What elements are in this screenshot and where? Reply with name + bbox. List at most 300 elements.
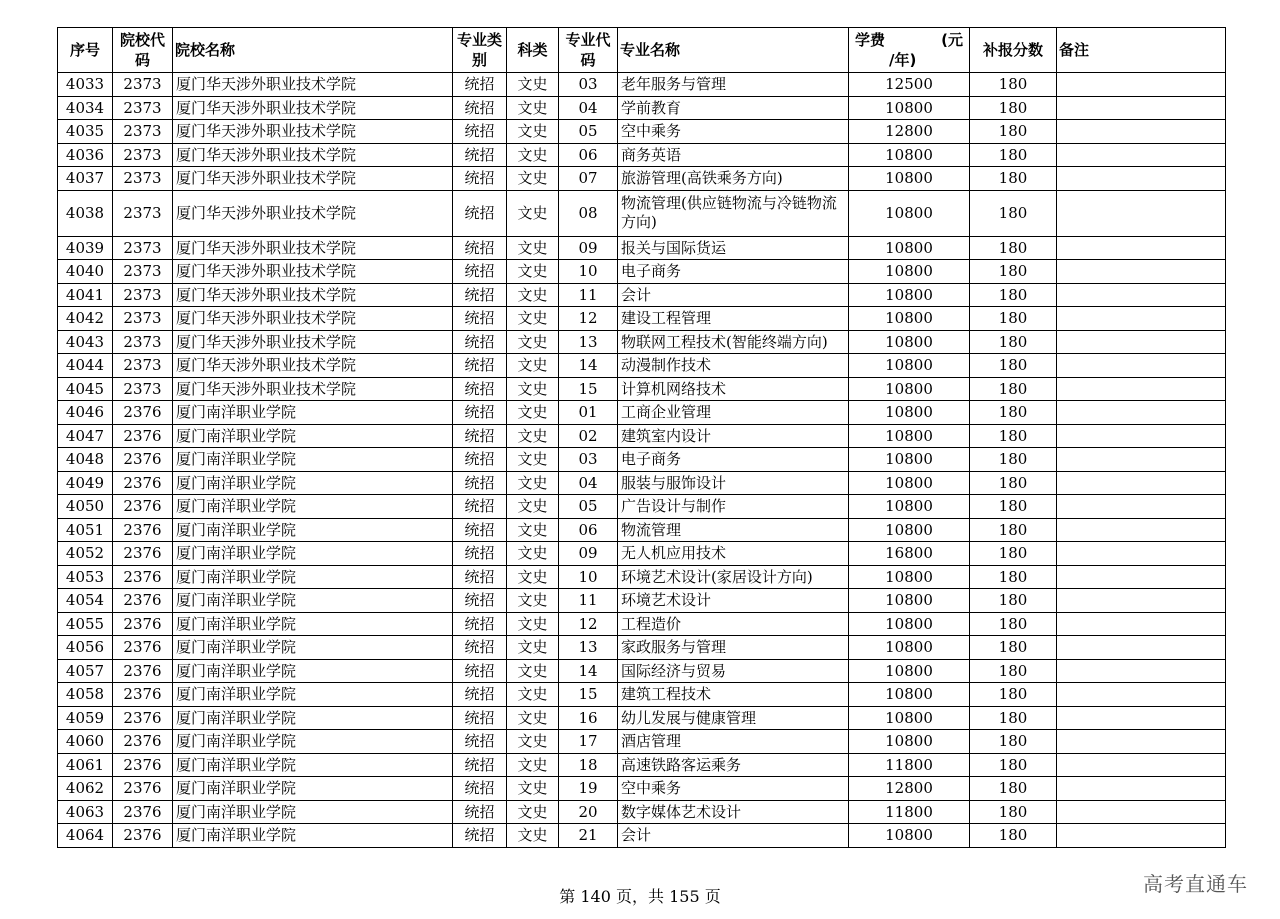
cell-school-code: 2376 xyxy=(113,659,173,683)
cell-major-name: 旅游管理(高铁乘务方向) xyxy=(618,167,849,191)
cell-subject: 文史 xyxy=(507,495,559,519)
cell-seq: 4042 xyxy=(58,307,113,331)
cell-major-name: 建筑工程技术 xyxy=(618,683,849,707)
cell-subject: 文史 xyxy=(507,706,559,730)
cell-note xyxy=(1057,777,1226,801)
cell-subject: 文史 xyxy=(507,424,559,448)
table-row xyxy=(58,120,1226,144)
cell-fee: 10800 xyxy=(849,236,970,260)
table-row xyxy=(58,730,1226,754)
cell-category: 统招 xyxy=(453,495,507,519)
table-row xyxy=(58,236,1226,260)
cell-category: 统招 xyxy=(453,565,507,589)
cell-school-name: 厦门华天涉外职业技术学院 xyxy=(173,96,453,120)
cell-note xyxy=(1057,565,1226,589)
cell-category: 统招 xyxy=(453,800,507,824)
table-row xyxy=(58,167,1226,191)
cell-school-name: 厦门南洋职业学院 xyxy=(173,800,453,824)
cell-fee: 12800 xyxy=(849,777,970,801)
cell-school-code: 2376 xyxy=(113,777,173,801)
cell-subject: 文史 xyxy=(507,777,559,801)
cell-school-code: 2373 xyxy=(113,307,173,331)
table-row xyxy=(58,753,1226,777)
cell-fee: 10800 xyxy=(849,659,970,683)
cell-score: 180 xyxy=(970,800,1057,824)
cell-major-name: 会计 xyxy=(618,283,849,307)
cell-seq: 4064 xyxy=(58,824,113,848)
cell-category: 统招 xyxy=(453,424,507,448)
cell-note xyxy=(1057,518,1226,542)
table-row xyxy=(58,659,1226,683)
cell-seq: 4038 xyxy=(58,190,113,236)
cell-school-name: 厦门南洋职业学院 xyxy=(173,448,453,472)
cell-major-name: 幼儿发展与健康管理 xyxy=(618,706,849,730)
cell-score: 180 xyxy=(970,260,1057,284)
cell-note xyxy=(1057,612,1226,636)
cell-score: 180 xyxy=(970,401,1057,425)
cell-category: 统招 xyxy=(453,283,507,307)
cell-score: 180 xyxy=(970,542,1057,566)
cell-school-name: 厦门华天涉外职业技术学院 xyxy=(173,377,453,401)
cell-school-code: 2376 xyxy=(113,730,173,754)
cell-category: 统招 xyxy=(453,190,507,236)
cell-school-name: 厦门南洋职业学院 xyxy=(173,424,453,448)
cell-category: 统招 xyxy=(453,236,507,260)
table-row xyxy=(58,260,1226,284)
cell-category: 统招 xyxy=(453,542,507,566)
table-row xyxy=(58,307,1226,331)
cell-subject: 文史 xyxy=(507,377,559,401)
cell-note xyxy=(1057,307,1226,331)
cell-seq: 4063 xyxy=(58,800,113,824)
cell-fee: 10800 xyxy=(849,283,970,307)
header-school-name: 院校名称 xyxy=(173,28,453,73)
cell-major-name: 家政服务与管理 xyxy=(618,636,849,660)
cell-fee: 10800 xyxy=(849,589,970,613)
cell-school-code: 2376 xyxy=(113,518,173,542)
cell-fee: 10800 xyxy=(849,448,970,472)
cell-school-code: 2373 xyxy=(113,190,173,236)
cell-fee: 10800 xyxy=(849,190,970,236)
table-row xyxy=(58,471,1226,495)
cell-school-code: 2376 xyxy=(113,800,173,824)
cell-major-code: 21 xyxy=(559,824,618,848)
cell-note xyxy=(1057,424,1226,448)
cell-major-name: 商务英语 xyxy=(618,143,849,167)
cell-major-name: 学前教育 xyxy=(618,96,849,120)
cell-seq: 4033 xyxy=(58,73,113,97)
table-row xyxy=(58,330,1226,354)
cell-major-name: 高速铁路客运乘务 xyxy=(618,753,849,777)
cell-note xyxy=(1057,190,1226,236)
cell-school-name: 厦门华天涉外职业技术学院 xyxy=(173,120,453,144)
cell-score: 180 xyxy=(970,330,1057,354)
cell-note xyxy=(1057,401,1226,425)
cell-major-code: 09 xyxy=(559,236,618,260)
cell-school-name: 厦门南洋职业学院 xyxy=(173,401,453,425)
cell-fee: 10800 xyxy=(849,260,970,284)
cell-major-code: 06 xyxy=(559,518,618,542)
header-subject: 科类 xyxy=(507,28,559,73)
cell-note xyxy=(1057,495,1226,519)
cell-note xyxy=(1057,542,1226,566)
cell-major-name: 国际经济与贸易 xyxy=(618,659,849,683)
cell-seq: 4049 xyxy=(58,471,113,495)
cell-seq: 4052 xyxy=(58,542,113,566)
cell-score: 180 xyxy=(970,236,1057,260)
cell-score: 180 xyxy=(970,377,1057,401)
cell-subject: 文史 xyxy=(507,401,559,425)
cell-school-code: 2373 xyxy=(113,260,173,284)
cell-major-code: 12 xyxy=(559,612,618,636)
cell-major-name: 建筑室内设计 xyxy=(618,424,849,448)
cell-note xyxy=(1057,354,1226,378)
cell-school-code: 2373 xyxy=(113,377,173,401)
cell-seq: 4044 xyxy=(58,354,113,378)
cell-score: 180 xyxy=(970,565,1057,589)
cell-score: 180 xyxy=(970,448,1057,472)
cell-note xyxy=(1057,120,1226,144)
cell-score: 180 xyxy=(970,636,1057,660)
cell-major-name: 酒店管理 xyxy=(618,730,849,754)
cell-seq: 4046 xyxy=(58,401,113,425)
cell-note xyxy=(1057,471,1226,495)
page-number: 第 140 页，共 155 页 xyxy=(559,887,721,906)
cell-subject: 文史 xyxy=(507,96,559,120)
table-row xyxy=(58,824,1226,848)
cell-category: 统招 xyxy=(453,753,507,777)
cell-subject: 文史 xyxy=(507,167,559,191)
cell-school-code: 2373 xyxy=(113,283,173,307)
cell-fee: 11800 xyxy=(849,800,970,824)
cell-school-name: 厦门华天涉外职业技术学院 xyxy=(173,236,453,260)
cell-score: 180 xyxy=(970,143,1057,167)
cell-major-code: 19 xyxy=(559,777,618,801)
table-row xyxy=(58,565,1226,589)
cell-major-name: 工商企业管理 xyxy=(618,401,849,425)
cell-school-name: 厦门南洋职业学院 xyxy=(173,777,453,801)
header-seq: 序号 xyxy=(58,28,113,73)
cell-seq: 4055 xyxy=(58,612,113,636)
cell-subject: 文史 xyxy=(507,260,559,284)
cell-score: 180 xyxy=(970,589,1057,613)
cell-category: 统招 xyxy=(453,354,507,378)
cell-category: 统招 xyxy=(453,612,507,636)
cell-seq: 4048 xyxy=(58,448,113,472)
cell-fee: 10800 xyxy=(849,471,970,495)
cell-subject: 文史 xyxy=(507,542,559,566)
table-row xyxy=(58,542,1226,566)
cell-school-code: 2376 xyxy=(113,542,173,566)
cell-seq: 4059 xyxy=(58,706,113,730)
cell-subject: 文史 xyxy=(507,753,559,777)
cell-score: 180 xyxy=(970,753,1057,777)
cell-category: 统招 xyxy=(453,589,507,613)
cell-seq: 4040 xyxy=(58,260,113,284)
cell-school-code: 2376 xyxy=(113,424,173,448)
cell-seq: 4035 xyxy=(58,120,113,144)
cell-major-code: 15 xyxy=(559,377,618,401)
cell-fee: 10800 xyxy=(849,683,970,707)
cell-major-name: 环境艺术设计 xyxy=(618,589,849,613)
cell-note xyxy=(1057,283,1226,307)
cell-category: 统招 xyxy=(453,683,507,707)
cell-note xyxy=(1057,73,1226,97)
cell-major-name: 老年服务与管理 xyxy=(618,73,849,97)
cell-subject: 文史 xyxy=(507,659,559,683)
cell-seq: 4050 xyxy=(58,495,113,519)
cell-major-name: 空中乘务 xyxy=(618,777,849,801)
header-row xyxy=(58,28,1226,73)
table-row xyxy=(58,424,1226,448)
cell-note xyxy=(1057,143,1226,167)
cell-subject: 文史 xyxy=(507,612,559,636)
cell-note xyxy=(1057,824,1226,848)
cell-subject: 文史 xyxy=(507,354,559,378)
cell-fee: 10800 xyxy=(849,824,970,848)
cell-category: 统招 xyxy=(453,143,507,167)
cell-school-code: 2376 xyxy=(113,636,173,660)
cell-school-code: 2376 xyxy=(113,706,173,730)
cell-major-code: 03 xyxy=(559,448,618,472)
cell-major-code: 20 xyxy=(559,800,618,824)
cell-category: 统招 xyxy=(453,777,507,801)
cell-school-code: 2373 xyxy=(113,96,173,120)
cell-major-code: 05 xyxy=(559,120,618,144)
cell-note xyxy=(1057,589,1226,613)
cell-score: 180 xyxy=(970,683,1057,707)
cell-school-name: 厦门华天涉外职业技术学院 xyxy=(173,143,453,167)
cell-category: 统招 xyxy=(453,401,507,425)
cell-subject: 文史 xyxy=(507,307,559,331)
cell-score: 180 xyxy=(970,96,1057,120)
cell-note xyxy=(1057,636,1226,660)
table-row xyxy=(58,190,1226,236)
cell-school-name: 厦门华天涉外职业技术学院 xyxy=(173,283,453,307)
cell-score: 180 xyxy=(970,424,1057,448)
header-major-code: 专业代码 xyxy=(559,28,618,73)
cell-school-name: 厦门南洋职业学院 xyxy=(173,542,453,566)
cell-school-name: 厦门南洋职业学院 xyxy=(173,589,453,613)
cell-score: 180 xyxy=(970,518,1057,542)
header-fee-unit: (元 xyxy=(941,31,963,49)
cell-major-code: 15 xyxy=(559,683,618,707)
cell-category: 统招 xyxy=(453,636,507,660)
cell-category: 统招 xyxy=(453,471,507,495)
cell-major-name: 电子商务 xyxy=(618,448,849,472)
cell-major-name: 会计 xyxy=(618,824,849,848)
table-row xyxy=(58,612,1226,636)
cell-seq: 4051 xyxy=(58,518,113,542)
cell-score: 180 xyxy=(970,354,1057,378)
cell-subject: 文史 xyxy=(507,448,559,472)
cell-fee: 10800 xyxy=(849,424,970,448)
cell-major-code: 10 xyxy=(559,565,618,589)
table-row xyxy=(58,706,1226,730)
table-row xyxy=(58,683,1226,707)
cell-fee: 10800 xyxy=(849,706,970,730)
cell-category: 统招 xyxy=(453,96,507,120)
cell-major-code: 04 xyxy=(559,471,618,495)
cell-category: 统招 xyxy=(453,824,507,848)
cell-major-name: 空中乘务 xyxy=(618,120,849,144)
cell-major-code: 03 xyxy=(559,73,618,97)
cell-major-name: 广告设计与制作 xyxy=(618,495,849,519)
cell-seq: 4037 xyxy=(58,167,113,191)
cell-major-name: 工程造价 xyxy=(618,612,849,636)
cell-note xyxy=(1057,800,1226,824)
cell-major-name: 报关与国际货运 xyxy=(618,236,849,260)
cell-school-name: 厦门南洋职业学院 xyxy=(173,518,453,542)
cell-note xyxy=(1057,260,1226,284)
cell-score: 180 xyxy=(970,190,1057,236)
cell-school-name: 厦门华天涉外职业技术学院 xyxy=(173,167,453,191)
header-category: 专业类别 xyxy=(453,28,507,73)
cell-subject: 文史 xyxy=(507,518,559,542)
header-fee-per-year: /年) xyxy=(889,51,917,69)
cell-major-name: 物联网工程技术(智能终端方向) xyxy=(618,330,849,354)
cell-score: 180 xyxy=(970,167,1057,191)
cell-score: 180 xyxy=(970,777,1057,801)
cell-seq: 4054 xyxy=(58,589,113,613)
cell-fee: 10800 xyxy=(849,495,970,519)
cell-subject: 文史 xyxy=(507,800,559,824)
cell-school-code: 2373 xyxy=(113,167,173,191)
cell-seq: 4043 xyxy=(58,330,113,354)
cell-fee: 10800 xyxy=(849,518,970,542)
table-row xyxy=(58,777,1226,801)
cell-note xyxy=(1057,659,1226,683)
table-row xyxy=(58,636,1226,660)
watermark-text: 高考直通车 xyxy=(1143,872,1248,896)
cell-fee: 11800 xyxy=(849,753,970,777)
cell-subject: 文史 xyxy=(507,683,559,707)
cell-major-code: 02 xyxy=(559,424,618,448)
cell-school-name: 厦门南洋职业学院 xyxy=(173,706,453,730)
cell-note xyxy=(1057,683,1226,707)
cell-note xyxy=(1057,377,1226,401)
cell-fee: 10800 xyxy=(849,377,970,401)
cell-subject: 文史 xyxy=(507,190,559,236)
cell-school-code: 2376 xyxy=(113,565,173,589)
cell-major-name: 服装与服饰设计 xyxy=(618,471,849,495)
cell-category: 统招 xyxy=(453,167,507,191)
cell-school-name: 厦门南洋职业学院 xyxy=(173,753,453,777)
cell-major-name: 无人机应用技术 xyxy=(618,542,849,566)
cell-score: 180 xyxy=(970,283,1057,307)
cell-seq: 4036 xyxy=(58,143,113,167)
cell-school-code: 2373 xyxy=(113,143,173,167)
cell-category: 统招 xyxy=(453,659,507,683)
cell-score: 180 xyxy=(970,120,1057,144)
header-fee xyxy=(849,28,970,73)
header-school-code: 院校代码 xyxy=(113,28,173,73)
table-row xyxy=(58,143,1226,167)
cell-major-code: 01 xyxy=(559,401,618,425)
cell-major-name: 建设工程管理 xyxy=(618,307,849,331)
cell-school-code: 2373 xyxy=(113,330,173,354)
cell-major-code: 08 xyxy=(559,190,618,236)
cell-fee: 12500 xyxy=(849,73,970,97)
cell-seq: 4039 xyxy=(58,236,113,260)
cell-subject: 文史 xyxy=(507,730,559,754)
table-row xyxy=(58,354,1226,378)
cell-school-name: 厦门南洋职业学院 xyxy=(173,824,453,848)
cell-score: 180 xyxy=(970,307,1057,331)
cell-category: 统招 xyxy=(453,730,507,754)
cell-school-code: 2376 xyxy=(113,401,173,425)
cell-school-code: 2376 xyxy=(113,448,173,472)
cell-major-code: 18 xyxy=(559,753,618,777)
cell-school-code: 2376 xyxy=(113,612,173,636)
header-score: 补报分数 xyxy=(970,28,1057,73)
cell-category: 统招 xyxy=(453,120,507,144)
cell-major-name: 环境艺术设计(家居设计方向) xyxy=(618,565,849,589)
cell-school-name: 厦门南洋职业学院 xyxy=(173,659,453,683)
table-row xyxy=(58,800,1226,824)
table-row xyxy=(58,73,1226,97)
cell-fee: 10800 xyxy=(849,307,970,331)
cell-score: 180 xyxy=(970,73,1057,97)
cell-subject: 文史 xyxy=(507,589,559,613)
cell-seq: 4041 xyxy=(58,283,113,307)
cell-subject: 文史 xyxy=(507,143,559,167)
cell-school-code: 2376 xyxy=(113,753,173,777)
cell-seq: 4034 xyxy=(58,96,113,120)
cell-note xyxy=(1057,753,1226,777)
cell-note xyxy=(1057,730,1226,754)
cell-subject: 文史 xyxy=(507,636,559,660)
cell-seq: 4047 xyxy=(58,424,113,448)
cell-fee: 10800 xyxy=(849,565,970,589)
cell-major-code: 11 xyxy=(559,283,618,307)
cell-school-name: 厦门华天涉外职业技术学院 xyxy=(173,73,453,97)
cell-seq: 4058 xyxy=(58,683,113,707)
cell-major-code: 11 xyxy=(559,589,618,613)
cell-category: 统招 xyxy=(453,73,507,97)
cell-major-code: 12 xyxy=(559,307,618,331)
cell-subject: 文史 xyxy=(507,471,559,495)
table-row xyxy=(58,283,1226,307)
cell-major-code: 16 xyxy=(559,706,618,730)
cell-category: 统招 xyxy=(453,377,507,401)
table-row xyxy=(58,377,1226,401)
cell-category: 统招 xyxy=(453,307,507,331)
cell-score: 180 xyxy=(970,659,1057,683)
cell-seq: 4057 xyxy=(58,659,113,683)
cell-school-name: 厦门南洋职业学院 xyxy=(173,471,453,495)
cell-school-code: 2376 xyxy=(113,683,173,707)
header-note: 备注 xyxy=(1057,28,1226,73)
cell-school-code: 2373 xyxy=(113,236,173,260)
cell-school-name: 厦门南洋职业学院 xyxy=(173,565,453,589)
cell-school-name: 厦门南洋职业学院 xyxy=(173,612,453,636)
cell-fee: 10800 xyxy=(849,143,970,167)
header-fee-label: 学费 xyxy=(855,31,886,49)
cell-major-code: 07 xyxy=(559,167,618,191)
cell-fee: 10800 xyxy=(849,354,970,378)
cell-note xyxy=(1057,448,1226,472)
cell-major-code: 06 xyxy=(559,143,618,167)
cell-fee: 10800 xyxy=(849,612,970,636)
cell-note xyxy=(1057,706,1226,730)
cell-school-code: 2373 xyxy=(113,73,173,97)
cell-fee: 10800 xyxy=(849,330,970,354)
cell-score: 180 xyxy=(970,824,1057,848)
cell-school-code: 2376 xyxy=(113,589,173,613)
cell-subject: 文史 xyxy=(507,824,559,848)
cell-school-name: 厦门南洋职业学院 xyxy=(173,495,453,519)
